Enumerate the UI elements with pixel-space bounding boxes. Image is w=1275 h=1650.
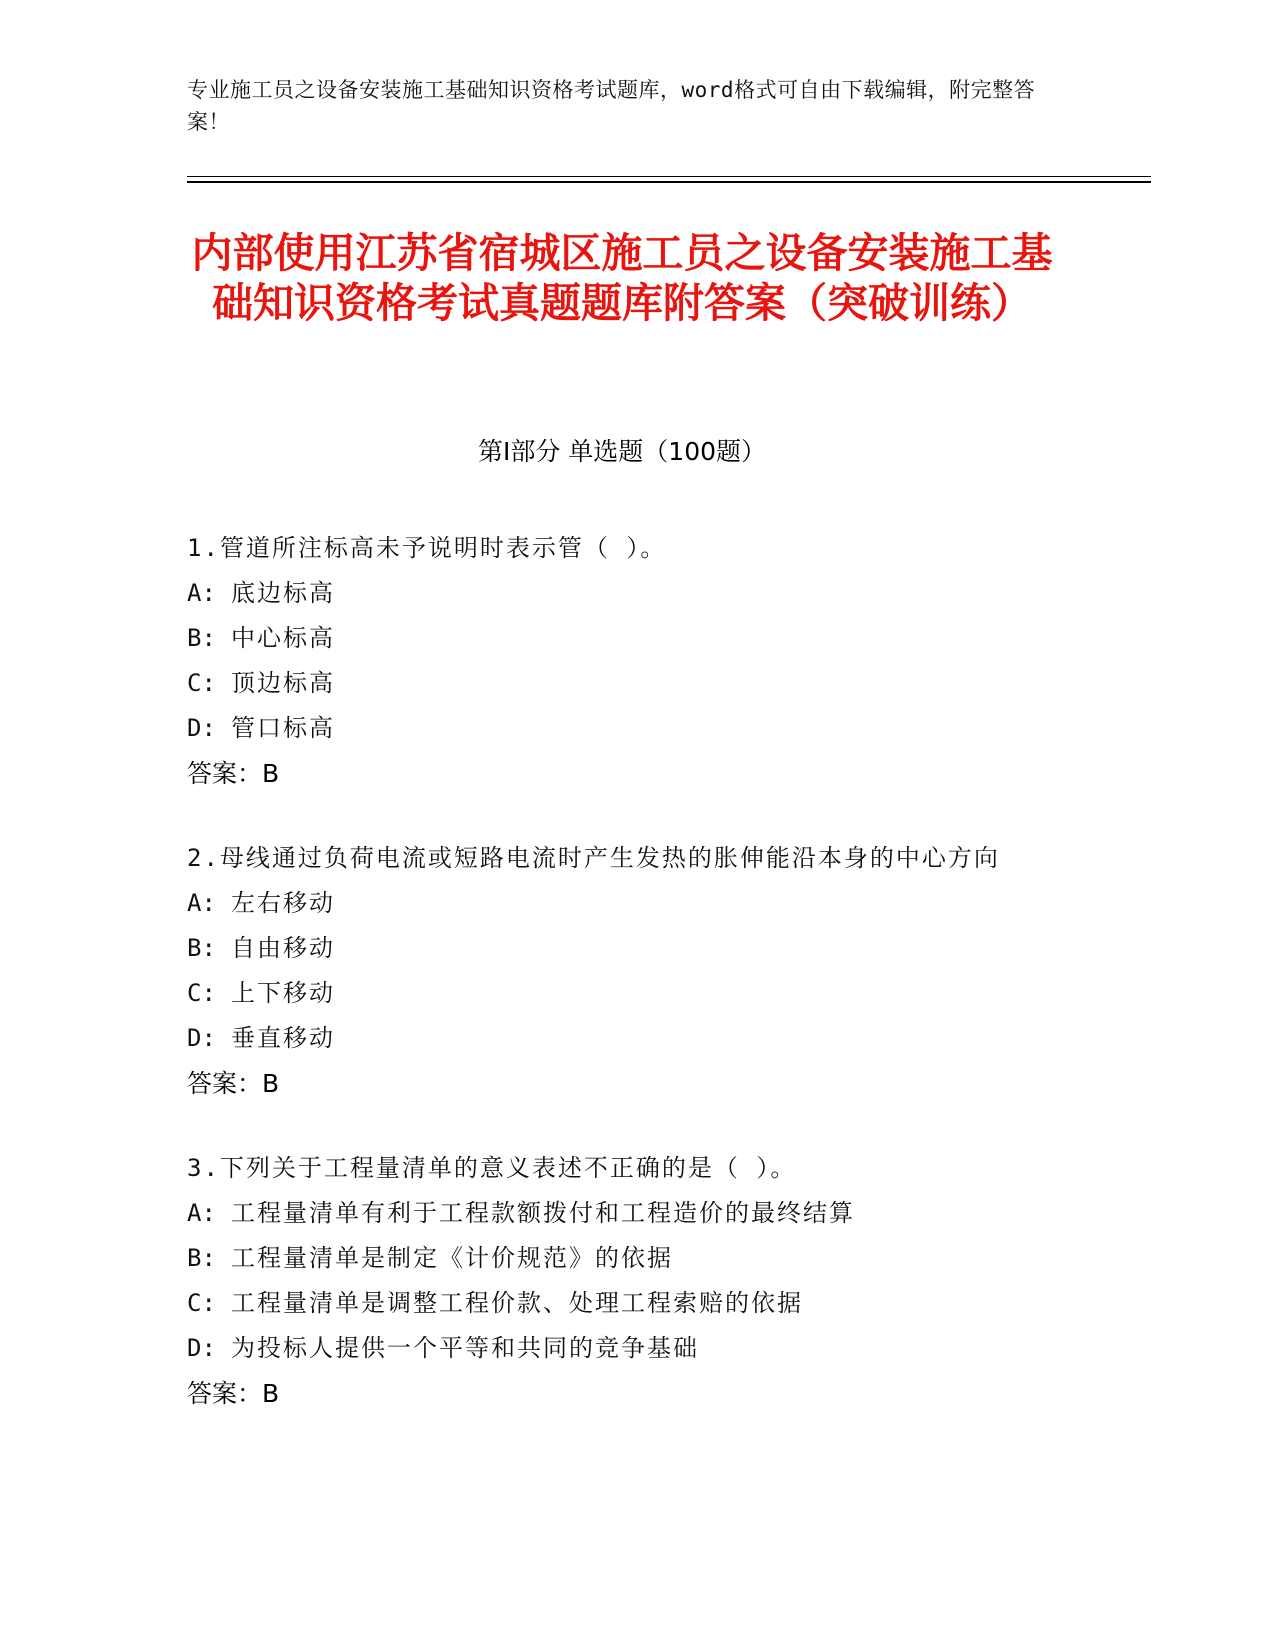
option-letter: B: bbox=[187, 934, 216, 962]
option-text: 自由移动 bbox=[231, 934, 335, 962]
question-2 bbox=[187, 836, 1067, 1106]
question-3 bbox=[187, 1146, 1067, 1416]
option-text: 为投标人提供一个平等和共同的竞争基础 bbox=[231, 1334, 699, 1362]
option-a bbox=[187, 881, 1067, 926]
question-1 bbox=[187, 526, 1067, 796]
option-letter: D: bbox=[187, 1024, 216, 1052]
option-letter: C: bbox=[187, 669, 216, 697]
option-text: 管口标高 bbox=[231, 714, 335, 742]
header-rule-thick bbox=[187, 181, 1151, 183]
option-text: 左右移动 bbox=[231, 889, 335, 917]
option-letter: C: bbox=[187, 979, 216, 1007]
option-text: 底边标高 bbox=[231, 579, 335, 607]
option-letter: D: bbox=[187, 1334, 216, 1362]
option-letter: A: bbox=[187, 889, 216, 917]
option-a bbox=[187, 571, 1067, 616]
option-d bbox=[187, 706, 1067, 751]
option-text: 上下移动 bbox=[231, 979, 335, 1007]
option-text: 工程量清单是调整工程价款、处理工程索赔的依据 bbox=[231, 1289, 803, 1317]
option-letter: C: bbox=[187, 1289, 216, 1317]
option-d bbox=[187, 1016, 1067, 1061]
header-rule-thin bbox=[187, 176, 1151, 177]
option-b bbox=[187, 926, 1067, 971]
answer-line: 答案：B bbox=[187, 1069, 280, 1098]
option-text: 工程量清单有利于工程款额拨付和工程造价的最终结算 bbox=[231, 1199, 855, 1227]
option-c bbox=[187, 661, 1067, 706]
option-c bbox=[187, 971, 1067, 1016]
question-stem: 3.下列关于工程量清单的意义表述不正确的是（ ）。 bbox=[187, 1154, 797, 1182]
header-note: 专业施工员之设备安装施工基础知识资格考试题库，word格式可自由下载编辑，附完整答案！ bbox=[187, 78, 1036, 134]
option-letter: A: bbox=[187, 1199, 216, 1227]
answer-line: 答案：B bbox=[187, 759, 280, 788]
question-stem: 2.母线通过负荷电流或短路电流时产生发热的胀伸能沿本身的中心方向 bbox=[187, 844, 1000, 872]
option-d bbox=[187, 1326, 1067, 1371]
option-text: 中心标高 bbox=[231, 624, 335, 652]
option-letter: D: bbox=[187, 714, 216, 742]
option-b bbox=[187, 1236, 1067, 1281]
question-list bbox=[187, 526, 1067, 1456]
answer-line: 答案：B bbox=[187, 1379, 280, 1408]
option-text: 垂直移动 bbox=[231, 1024, 335, 1052]
option-text: 顶边标高 bbox=[231, 669, 335, 697]
option-letter: A: bbox=[187, 579, 216, 607]
option-a bbox=[187, 1191, 1067, 1236]
question-stem: 1.管道所注标高未予说明时表示管（ ）。 bbox=[187, 534, 667, 562]
section-title: 第Ⅰ部分 单选题（100题） bbox=[477, 437, 767, 466]
option-b bbox=[187, 616, 1067, 661]
option-text: 工程量清单是制定《计价规范》的依据 bbox=[231, 1244, 673, 1272]
option-c bbox=[187, 1281, 1067, 1326]
option-letter: B: bbox=[187, 1244, 216, 1272]
option-letter: B: bbox=[187, 624, 216, 652]
document-title: 内部使用江苏省宿城区施工员之设备安装施工基础知识资格考试真题题库附答案（突破训练） bbox=[191, 229, 1053, 327]
